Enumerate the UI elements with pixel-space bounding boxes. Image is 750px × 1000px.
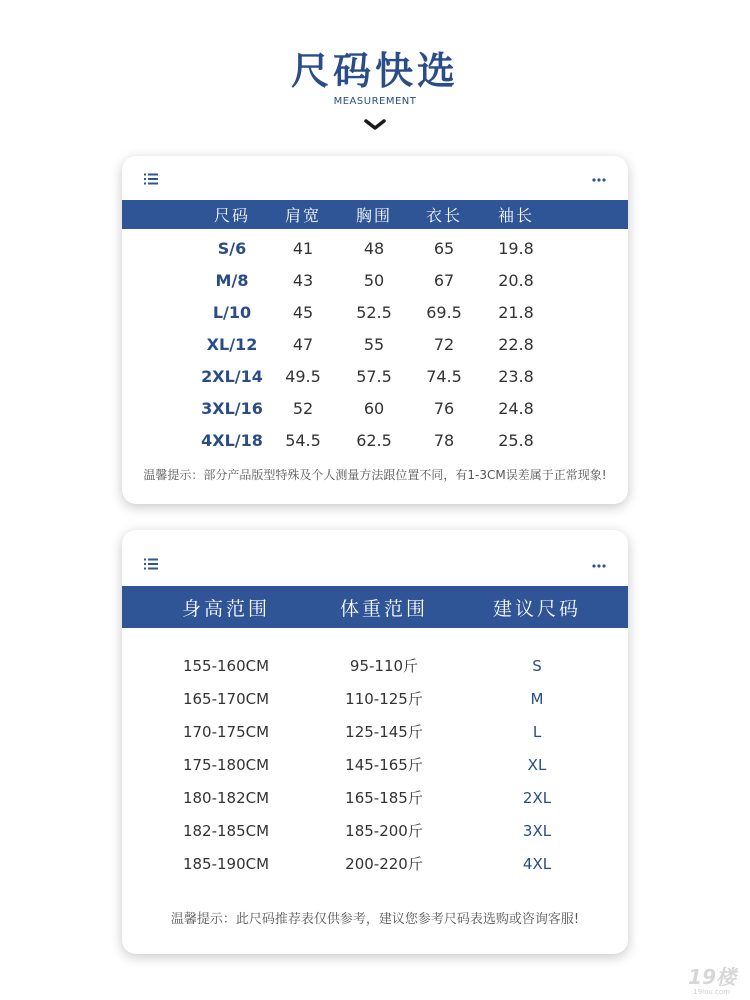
table-cell: 48	[363, 239, 385, 258]
table-cell: 55	[363, 335, 385, 354]
table-cell: 43	[292, 271, 314, 290]
table-cell: 57.5	[356, 367, 392, 386]
menu-icon[interactable]	[144, 173, 158, 185]
table-cell: 50	[363, 271, 385, 290]
table-cell: 19.8	[498, 239, 534, 258]
table-cell: 110-125斤	[345, 690, 423, 708]
chevron-down-icon	[363, 118, 387, 132]
column-header-height: 身高范围	[181, 597, 271, 620]
table-cell: 78	[433, 431, 455, 450]
table-row	[122, 750, 628, 780]
column-header-sleeve: 袖长	[497, 206, 535, 225]
column-header-length: 衣长	[425, 206, 463, 225]
recommended-size: S	[532, 657, 542, 675]
table-cell: 41	[292, 239, 314, 258]
table-row	[122, 234, 628, 264]
recommended-size: M	[530, 690, 544, 708]
table-cell: 200-220斤	[345, 855, 423, 873]
size-label: L/10	[212, 303, 252, 322]
more-icon[interactable]	[592, 564, 606, 568]
table-row	[122, 330, 628, 360]
size-chart-note: 温馨提示：部分产品版型特殊及个人测量方法跟位置不同，有1-3CM误差属于正常现象!	[143, 468, 607, 482]
menu-icon[interactable]	[144, 558, 158, 570]
table-cell: 185-190CM	[182, 855, 270, 873]
table-row	[122, 394, 628, 424]
recommended-size: L	[532, 723, 542, 741]
column-header-recommended-size: 建议尺码	[492, 597, 582, 620]
recommend-chart-note: 温馨提示：此尺码推荐表仅供参考，建议您参考尺码表选购或咨询客服!	[170, 912, 580, 927]
recommended-size: 2XL	[522, 789, 552, 807]
table-cell: 21.8	[498, 303, 534, 322]
recommended-size: XL	[527, 756, 547, 774]
table-row	[122, 651, 628, 681]
size-label: 3XL/16	[201, 399, 263, 418]
table-cell: 165-170CM	[182, 690, 270, 708]
table-row	[122, 816, 628, 846]
table-row	[122, 362, 628, 392]
table-cell: 47	[292, 335, 314, 354]
table-cell: 145-165斤	[345, 756, 423, 774]
table-cell: 65	[433, 239, 455, 258]
recommended-size: 4XL	[522, 855, 552, 873]
table-cell: 180-182CM	[182, 789, 270, 807]
watermark-domain: 19lou.com	[693, 988, 730, 996]
table-row	[122, 717, 628, 747]
table-cell: 52	[292, 399, 314, 418]
table-cell: 49.5	[285, 367, 321, 386]
column-header-chest: 胸围	[355, 206, 393, 225]
page-subtitle: MEASUREMENT	[333, 96, 417, 107]
table-cell: 165-185斤	[345, 789, 423, 807]
table-row	[122, 266, 628, 296]
table-row	[122, 783, 628, 813]
table-cell: 74.5	[426, 367, 462, 386]
table-cell: 170-175CM	[182, 723, 270, 741]
recommend-chart-header	[122, 586, 628, 628]
table-cell: 125-145斤	[345, 723, 423, 741]
table-cell: 22.8	[498, 335, 534, 354]
table-cell: 20.8	[498, 271, 534, 290]
table-row	[122, 426, 628, 456]
table-cell: 54.5	[285, 431, 321, 450]
size-label: 4XL/18	[201, 431, 263, 450]
column-header-shoulder: 肩宽	[284, 206, 322, 225]
table-cell: 95-110斤	[349, 657, 419, 675]
recommend-chart-card	[122, 530, 628, 954]
table-cell: 52.5	[356, 303, 392, 322]
table-row	[122, 298, 628, 328]
page-title: 尺码快选	[290, 49, 459, 93]
table-cell: 62.5	[356, 431, 392, 450]
table-cell: 67	[433, 271, 455, 290]
size-label: M/8	[215, 271, 249, 290]
size-label: XL/12	[206, 335, 258, 354]
table-cell: 24.8	[498, 399, 534, 418]
table-cell: 155-160CM	[182, 657, 270, 675]
table-cell: 185-200斤	[345, 822, 423, 840]
size-label: S/6	[217, 239, 247, 258]
table-cell: 69.5	[426, 303, 462, 322]
table-cell: 175-180CM	[182, 756, 270, 774]
table-cell: 23.8	[498, 367, 534, 386]
table-cell: 45	[292, 303, 314, 322]
table-cell: 60	[363, 399, 385, 418]
more-icon[interactable]	[592, 178, 606, 182]
table-cell: 76	[433, 399, 455, 418]
table-row	[122, 684, 628, 714]
recommended-size: 3XL	[522, 822, 552, 840]
table-cell: 72	[433, 335, 455, 354]
watermark-logo: 19楼	[688, 965, 736, 989]
column-header-size: 尺码	[213, 206, 251, 225]
size-label: 2XL/14	[201, 367, 263, 386]
column-header-weight: 体重范围	[339, 597, 429, 620]
size-chart-card	[122, 156, 628, 504]
table-cell: 25.8	[498, 431, 534, 450]
size-chart-header	[122, 200, 628, 229]
table-cell: 182-185CM	[182, 822, 270, 840]
table-row	[122, 849, 628, 879]
